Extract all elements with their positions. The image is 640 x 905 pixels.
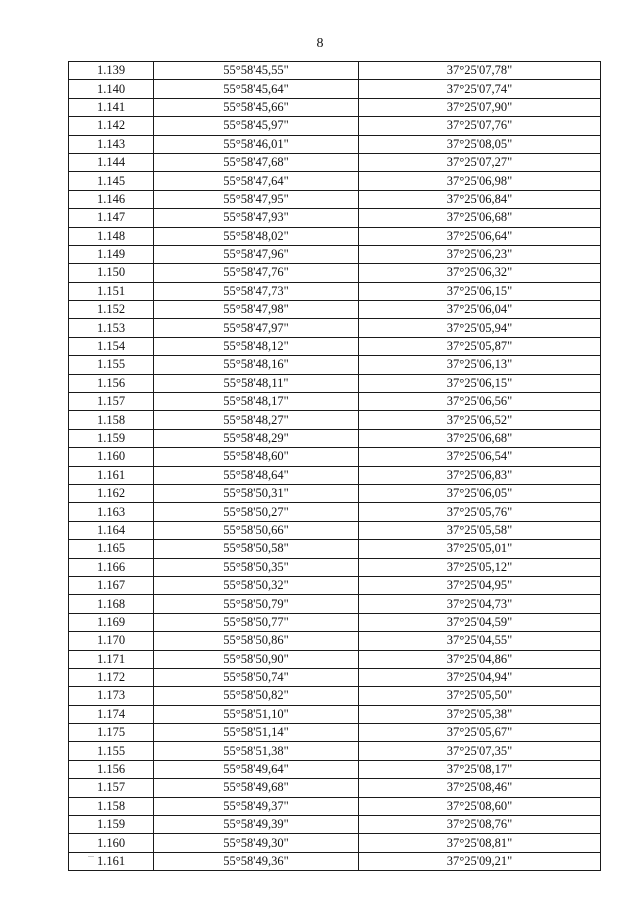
latitude-cell: 55°58'47,93" <box>154 209 359 227</box>
point-number-cell: 1.159 <box>69 429 154 447</box>
point-number-cell: 1.163 <box>69 503 154 521</box>
latitude-cell: 55°58'50,77" <box>154 613 359 631</box>
table-row <box>69 172 601 190</box>
point-number-cell: 1.171 <box>69 650 154 668</box>
longitude-cell: 37°25'05,67" <box>359 724 601 742</box>
table-row <box>69 503 601 521</box>
latitude-cell: 55°58'50,32" <box>154 576 359 594</box>
longitude-cell: 37°25'05,38" <box>359 705 601 723</box>
latitude-cell: 55°58'48,17" <box>154 393 359 411</box>
latitude-cell: 55°58'49,30" <box>154 834 359 852</box>
point-number-cell: 1.143 <box>69 135 154 153</box>
latitude-cell: 55°58'47,98" <box>154 301 359 319</box>
longitude-cell: 37°25'08,81" <box>359 834 601 852</box>
point-number-cell: 1.158 <box>69 411 154 429</box>
table-row <box>69 797 601 815</box>
longitude-cell: 37°25'08,76" <box>359 816 601 834</box>
point-number-cell: 1.156 <box>69 760 154 778</box>
table-row <box>69 448 601 466</box>
longitude-cell: 37°25'06,52" <box>359 411 601 429</box>
longitude-cell: 37°25'07,78" <box>359 62 601 80</box>
table-row <box>69 724 601 742</box>
point-number-cell: 1.158 <box>69 797 154 815</box>
latitude-cell: 55°58'50,35" <box>154 558 359 576</box>
latitude-cell: 55°58'47,76" <box>154 264 359 282</box>
point-number-cell: 1.148 <box>69 227 154 245</box>
latitude-cell: 55°58'50,86" <box>154 632 359 650</box>
point-number-cell: 1.154 <box>69 337 154 355</box>
table-row <box>69 282 601 300</box>
table-row <box>69 429 601 447</box>
coordinates-table-body <box>69 62 601 871</box>
longitude-cell: 37°25'06,68" <box>359 209 601 227</box>
table-row <box>69 613 601 631</box>
latitude-cell: 55°58'48,11" <box>154 374 359 392</box>
latitude-cell: 55°58'51,10" <box>154 705 359 723</box>
table-row <box>69 411 601 429</box>
latitude-cell: 55°58'47,64" <box>154 172 359 190</box>
table-row <box>69 117 601 135</box>
latitude-cell: 55°58'50,31" <box>154 484 359 502</box>
longitude-cell: 37°25'06,15" <box>359 282 601 300</box>
table-row <box>69 595 601 613</box>
latitude-cell: 55°58'49,37" <box>154 797 359 815</box>
latitude-cell: 55°58'50,82" <box>154 687 359 705</box>
point-number-cell: 1.168 <box>69 595 154 613</box>
latitude-cell: 55°58'47,73" <box>154 282 359 300</box>
longitude-cell: 37°25'05,94" <box>359 319 601 337</box>
latitude-cell: 55°58'46,01" <box>154 135 359 153</box>
point-number-cell: 1.162 <box>69 484 154 502</box>
table-row <box>69 668 601 686</box>
point-number-cell: 1.170 <box>69 632 154 650</box>
longitude-cell: 37°25'06,32" <box>359 264 601 282</box>
longitude-cell: 37°25'06,98" <box>359 172 601 190</box>
table-row <box>69 393 601 411</box>
latitude-cell: 55°58'47,97" <box>154 319 359 337</box>
latitude-cell: 55°58'49,68" <box>154 779 359 797</box>
latitude-cell: 55°58'47,95" <box>154 190 359 208</box>
point-number-cell: 1.175 <box>69 724 154 742</box>
latitude-cell: 55°58'51,38" <box>154 742 359 760</box>
latitude-cell: 55°58'50,74" <box>154 668 359 686</box>
table-row <box>69 209 601 227</box>
longitude-cell: 37°25'04,95" <box>359 576 601 594</box>
point-number-cell: 1.149 <box>69 245 154 263</box>
longitude-cell: 37°25'04,73" <box>359 595 601 613</box>
point-number-cell: 1.164 <box>69 521 154 539</box>
longitude-cell: 37°25'05,76" <box>359 503 601 521</box>
latitude-cell: 55°58'48,27" <box>154 411 359 429</box>
longitude-cell: 37°25'06,54" <box>359 448 601 466</box>
latitude-cell: 55°58'49,39" <box>154 816 359 834</box>
latitude-cell: 55°58'48,02" <box>154 227 359 245</box>
longitude-cell: 37°25'08,46" <box>359 779 601 797</box>
point-number-cell: 1.155 <box>69 742 154 760</box>
longitude-cell: 37°25'05,87" <box>359 337 601 355</box>
longitude-cell: 37°25'08,60" <box>359 797 601 815</box>
latitude-cell: 55°58'45,64" <box>154 80 359 98</box>
point-number-cell: 1.151 <box>69 282 154 300</box>
point-number-cell: 1.166 <box>69 558 154 576</box>
table-row <box>69 650 601 668</box>
longitude-cell: 37°25'06,56" <box>359 393 601 411</box>
point-number-cell: 1.174 <box>69 705 154 723</box>
table-row <box>69 852 601 870</box>
table-row <box>69 687 601 705</box>
latitude-cell: 55°58'50,90" <box>154 650 359 668</box>
point-number-cell: 1.159 <box>69 816 154 834</box>
table-row <box>69 779 601 797</box>
point-number-cell: 1.157 <box>69 393 154 411</box>
longitude-cell: 37°25'07,35" <box>359 742 601 760</box>
table-row <box>69 80 601 98</box>
latitude-cell: 55°58'50,27" <box>154 503 359 521</box>
point-number-cell: 1.150 <box>69 264 154 282</box>
table-row <box>69 356 601 374</box>
latitude-cell: 55°58'50,66" <box>154 521 359 539</box>
point-number-cell: 1.155 <box>69 356 154 374</box>
longitude-cell: 37°25'06,23" <box>359 245 601 263</box>
longitude-cell: 37°25'04,86" <box>359 650 601 668</box>
point-number-cell: 1.140 <box>69 80 154 98</box>
table-row <box>69 190 601 208</box>
table-row <box>69 135 601 153</box>
table-row <box>69 816 601 834</box>
point-number-cell: 1.167 <box>69 576 154 594</box>
longitude-cell: 37°25'04,59" <box>359 613 601 631</box>
point-number-cell: 1.145 <box>69 172 154 190</box>
table-row <box>69 632 601 650</box>
latitude-cell: 55°58'49,64" <box>154 760 359 778</box>
longitude-cell: 37°25'06,83" <box>359 466 601 484</box>
latitude-cell: 55°58'47,68" <box>154 153 359 171</box>
longitude-cell: 37°25'04,94" <box>359 668 601 686</box>
longitude-cell: 37°25'05,58" <box>359 521 601 539</box>
latitude-cell: 55°58'45,66" <box>154 98 359 116</box>
point-number-cell: 1.169 <box>69 613 154 631</box>
latitude-cell: 55°58'48,60" <box>154 448 359 466</box>
latitude-cell: 55°58'50,79" <box>154 595 359 613</box>
point-number-cell: 1.160 <box>69 834 154 852</box>
latitude-cell: 55°58'51,14" <box>154 724 359 742</box>
longitude-cell: 37°25'05,50" <box>359 687 601 705</box>
table-row <box>69 742 601 760</box>
point-number-cell: 1.142 <box>69 117 154 135</box>
point-number-cell: 1.173 <box>69 687 154 705</box>
page-number: 8 <box>316 36 324 51</box>
latitude-cell: 55°58'50,58" <box>154 540 359 558</box>
latitude-cell: 55°58'49,36" <box>154 852 359 870</box>
table-row <box>69 98 601 116</box>
point-number-cell: 1.157 <box>69 779 154 797</box>
point-number-cell: 1.144 <box>69 153 154 171</box>
latitude-cell: 55°58'48,16" <box>154 356 359 374</box>
point-number-cell: 1.153 <box>69 319 154 337</box>
table-row <box>69 301 601 319</box>
longitude-cell: 37°25'08,05" <box>359 135 601 153</box>
longitude-cell: 37°25'05,12" <box>359 558 601 576</box>
table-row <box>69 760 601 778</box>
point-number-cell: 1.161 <box>69 852 154 870</box>
longitude-cell: 37°25'06,64" <box>359 227 601 245</box>
table-row <box>69 484 601 502</box>
latitude-cell: 55°58'47,96" <box>154 245 359 263</box>
table-row <box>69 153 601 171</box>
longitude-cell: 37°25'09,21" <box>359 852 601 870</box>
longitude-cell: 37°25'08,17" <box>359 760 601 778</box>
point-number-cell: 1.147 <box>69 209 154 227</box>
longitude-cell: 37°25'06,68" <box>359 429 601 447</box>
longitude-cell: 37°25'07,76" <box>359 117 601 135</box>
longitude-cell: 37°25'06,84" <box>359 190 601 208</box>
latitude-cell: 55°58'48,12" <box>154 337 359 355</box>
point-number-cell: 1.172 <box>69 668 154 686</box>
longitude-cell: 37°25'06,04" <box>359 301 601 319</box>
latitude-cell: 55°58'48,64" <box>154 466 359 484</box>
table-row <box>69 834 601 852</box>
table-row <box>69 264 601 282</box>
point-number-cell: 1.156 <box>69 374 154 392</box>
table-row <box>69 521 601 539</box>
longitude-cell: 37°25'07,27" <box>359 153 601 171</box>
point-number-cell: 1.139 <box>69 62 154 80</box>
coordinates-table <box>68 61 601 871</box>
latitude-cell: 55°58'45,97" <box>154 117 359 135</box>
table-row <box>69 374 601 392</box>
table-row <box>69 62 601 80</box>
table-row <box>69 337 601 355</box>
point-number-cell: 1.160 <box>69 448 154 466</box>
longitude-cell: 37°25'07,74" <box>359 80 601 98</box>
point-number-cell: 1.152 <box>69 301 154 319</box>
longitude-cell: 37°25'05,01" <box>359 540 601 558</box>
point-number-cell: 1.161 <box>69 466 154 484</box>
point-number-cell: 1.146 <box>69 190 154 208</box>
latitude-cell: 55°58'45,55" <box>154 62 359 80</box>
table-row <box>69 558 601 576</box>
point-number-cell: 1.165 <box>69 540 154 558</box>
table-row <box>69 245 601 263</box>
latitude-cell: 55°58'48,29" <box>154 429 359 447</box>
table-row <box>69 705 601 723</box>
table-row <box>69 466 601 484</box>
table-row <box>69 576 601 594</box>
table-row <box>69 540 601 558</box>
longitude-cell: 37°25'04,55" <box>359 632 601 650</box>
longitude-cell: 37°25'07,90" <box>359 98 601 116</box>
longitude-cell: 37°25'06,13" <box>359 356 601 374</box>
table-row <box>69 319 601 337</box>
point-number-cell: 1.141 <box>69 98 154 116</box>
table-row <box>69 227 601 245</box>
scan-mark <box>88 856 94 857</box>
longitude-cell: 37°25'06,15" <box>359 374 601 392</box>
longitude-cell: 37°25'06,05" <box>359 484 601 502</box>
